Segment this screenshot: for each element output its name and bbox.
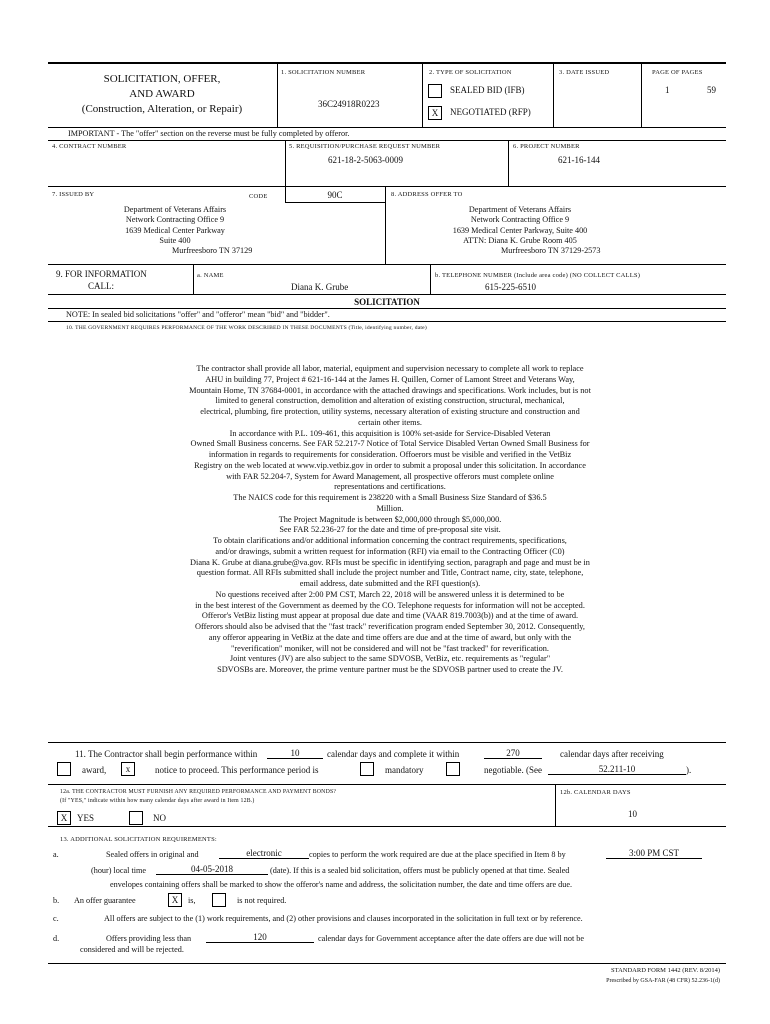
- description-line: The NAICS code for this requirement is 238220 with a Small Business Size Standard of $36.5: [233, 493, 547, 502]
- address-line1: Department of Veterans Affairs: [468, 205, 572, 214]
- contact-name: Diana K. Grube: [291, 282, 349, 292]
- address-line4: ATTN: Diana K. Grube Room 405: [463, 235, 577, 245]
- item-13c-letter: c.: [53, 914, 59, 923]
- form-title-line1: SOLICITATION, OFFER,: [103, 73, 221, 85]
- item-13d-letter: d.: [53, 934, 60, 943]
- description-line: and/or drawings, submit a written request for information (RFI) via email to the Contracting Officer (C0): [215, 546, 565, 556]
- sealed-bid-note: NOTE: In sealed bid solicitations "offer" and "offeror" mean "bid" and "bidder".: [66, 310, 330, 319]
- divider: [277, 62, 278, 128]
- divider: [48, 186, 726, 187]
- item-13b-letter: b.: [53, 896, 60, 905]
- page-number: 1: [665, 85, 670, 95]
- issued-by-line4: Suite 400: [159, 235, 191, 245]
- negotiated-label: NEGOTIATED (RFP): [450, 107, 531, 117]
- form-title-line3: (Construction, Alteration, or Repair): [81, 103, 243, 115]
- begin-days-field[interactable]: 10: [267, 748, 323, 759]
- award-checkbox[interactable]: [57, 762, 71, 776]
- work-description: [150, 364, 630, 676]
- issued-by-line2: Network Contracting Office 9: [125, 215, 225, 225]
- solicitation-heading: SOLICITATION: [354, 297, 420, 307]
- negotiable-label: negotiable. (See: [484, 765, 542, 775]
- divider: [508, 140, 509, 186]
- divider: [422, 62, 423, 128]
- description-line: "reverification" moniker, will not be considered and will not be "fast tracked" for reverification.: [230, 643, 549, 653]
- item-12a-label: 12a. THE CONTRACTOR MUST FURNISH ANY REQUIRED PERFORMANCE AND PAYMENT BONDS?: [60, 789, 337, 795]
- guarantee-is-checkbox[interactable]: X: [168, 893, 182, 907]
- item-11-text-c: calendar days after receiving: [560, 749, 664, 759]
- description-line: The Project Magnitude is between $2,000,000 through $5,000,000.: [278, 514, 502, 524]
- description-line: electrical, plumbing, fire protection, utility systems, necessary alteration of existing structure and construction and: [200, 407, 580, 416]
- description-line: SDVOSBs are. Moreover, the prime venture partner must be the SDVOSB partner used to create the JV.: [217, 665, 563, 674]
- divider: [285, 202, 385, 203]
- divider: [48, 742, 726, 743]
- description-line: Joint ventures (JV) are also subject to the same SDVOSB, VetBiz, etc. requirements as "regular": [229, 654, 551, 664]
- notice-label: notice to proceed. This performance period is: [155, 765, 319, 775]
- divider: [641, 62, 642, 128]
- important-notice: IMPORTANT - The "offer" section on the reverse must be fully completed by offeror.: [68, 129, 350, 138]
- telephone-label: b. TELEPHONE NUMBER (Include area code) (NO COLLECT CALLS): [435, 272, 641, 279]
- description-line: See FAR 52.236-27 for the date and time of pre-proposal site visit.: [279, 525, 501, 535]
- description-line: Mountain Home, TN 37684-0001, in accordance with the attached drawings and specifications. Work includes, but is not: [189, 385, 591, 395]
- issued-by-label: 7. ISSUED BY: [52, 191, 95, 198]
- description-line: in the best interest of the Government as deemed by the CO. Telephone requests for information will not be accepted.: [195, 600, 585, 610]
- solicitation-number-label: 1. SOLICITATION NUMBER: [281, 69, 366, 76]
- prescribed-by: Prescribed by GSA-FAR (48 CFR) 52.236-1(d): [606, 978, 720, 984]
- sealed-bid-checkbox[interactable]: [428, 84, 442, 98]
- bonds-yes-checkbox[interactable]: X: [57, 811, 71, 825]
- mandatory-checkbox[interactable]: [360, 762, 374, 776]
- negotiable-checkbox[interactable]: [446, 762, 460, 776]
- telephone-number: 615-225-6510: [485, 282, 536, 292]
- notice-to-proceed-checkbox[interactable]: x: [121, 762, 135, 776]
- description-line: Offerors should also be advised that the "fast track" reverification program ended September 30, 2012. Consequently,: [195, 622, 585, 631]
- mandatory-label: mandatory: [385, 765, 424, 775]
- item-13d-text3: considered and will be rejected.: [80, 945, 184, 954]
- acceptance-days-field[interactable]: 120: [206, 932, 314, 943]
- description-line: The contractor shall provide all labor, material, equipment and supervision necessary to complete all work to replace: [196, 364, 584, 373]
- item-13-label: 13. ADDITIONAL SOLICITATION REQUIREMENTS:: [60, 836, 217, 843]
- item-11-text-b: calendar days and complete it within: [327, 749, 460, 759]
- divider: [385, 186, 386, 264]
- description-line: To obtain clarifications and/or additional information concerning the contract requirements, specifications,: [213, 536, 567, 545]
- bond-calendar-days: 10: [628, 809, 637, 819]
- divider: [48, 963, 726, 964]
- total-pages: 59: [707, 85, 716, 95]
- description-line: In accordance with P.L. 109-461, this acquisition is 100% set-aside for Service-Disabled Veteran: [229, 428, 551, 438]
- divider: [48, 264, 726, 265]
- divider: [48, 140, 726, 141]
- item-12b-label: 12b. CALENDAR DAYS: [560, 789, 631, 796]
- contract-number-label: 4. CONTRACT NUMBER: [52, 143, 127, 150]
- see-clause-close: ).: [686, 765, 692, 775]
- item-13b-text1: An offer guarantee: [74, 896, 136, 905]
- description-line: any offeror appearing in VetBiz at the date and time offers are due and at the time of award, but only with the: [208, 632, 572, 642]
- code-label: CODE: [249, 193, 268, 200]
- guarantee-not-checkbox[interactable]: [212, 893, 226, 907]
- divider: [48, 784, 726, 785]
- sealed-bid-label: SEALED BID (IFB): [450, 85, 525, 95]
- form-title-line2: AND AWARD: [129, 88, 195, 100]
- negotiated-checkbox[interactable]: X: [428, 106, 442, 120]
- divider: [193, 264, 194, 294]
- description-line: limited to general construction, demolition and alteration of existing construction, structural, mechanical,: [215, 396, 565, 406]
- divider: [48, 294, 726, 295]
- item-12a-sub: (If "YES," indicate within how many calendar days after award in Item 12B.): [60, 798, 255, 804]
- item-13a-text2: copies to perform the work required are due at the place specified in Item 8 by: [309, 850, 566, 859]
- solicitation-type-label: 2. TYPE OF SOLICITATION: [429, 69, 512, 76]
- see-clause-field[interactable]: 52.211-10: [548, 764, 686, 775]
- item-13a-text1: Sealed offers in original and: [106, 850, 199, 859]
- project-number: 621-16-144: [558, 155, 600, 165]
- divider: [430, 264, 431, 294]
- address-line2: Network Contracting Office 9: [470, 215, 570, 225]
- item-13a-text3a: (hour) local time: [91, 866, 147, 875]
- issued-by-line3: 1639 Medical Center Parkway: [125, 225, 225, 235]
- form-number: STANDARD FORM 1442 (REV. 8/2014): [611, 967, 720, 974]
- issued-by-line5: Murfreesboro TN 37129: [172, 246, 253, 255]
- page-of-pages-label: PAGE OF PAGES: [652, 69, 703, 76]
- issuer-code: 90C: [327, 190, 343, 200]
- item-13d-text2: calendar days for Government acceptance after the date offers are due will not be: [318, 934, 585, 943]
- information-label: [56, 268, 147, 292]
- description-line: information in regards to requirements for consideration. Offoerors must be visible and verified in the VetBiz: [208, 450, 572, 459]
- item-13d-text1: Offers providing less than: [106, 934, 192, 943]
- address-offer-to: [420, 205, 620, 246]
- complete-days-field[interactable]: 270: [484, 748, 542, 759]
- divider: [553, 62, 554, 128]
- information-label-line1: 9. FOR INFORMATION: [56, 269, 147, 279]
- bonds-no-label: NO: [153, 813, 166, 823]
- description-line: Diana K. Grube at diana.grube@va.gov. RFIs must be specific in identifying section, paragraph and page and must be in: [190, 557, 590, 567]
- bonds-no-checkbox[interactable]: [129, 811, 143, 825]
- project-number-label: 6. PROJECT NUMBER: [513, 143, 580, 150]
- form-title: [52, 72, 272, 117]
- description-line: certain other items.: [358, 417, 422, 427]
- description-line: No questions received after 2:00 PM CST, March 22, 2018 will be answered unless it is determined to be: [215, 589, 565, 599]
- item-11-text-a: 11. The Contractor shall begin performance within: [75, 749, 258, 759]
- address-offer-label: 8. ADDRESS OFFER TO: [391, 191, 463, 198]
- issued-by-address: [100, 205, 250, 246]
- item-13a-letter: a.: [53, 850, 59, 859]
- bonds-yes-label: YES: [77, 813, 95, 823]
- divider: [48, 321, 726, 322]
- guarantee-is-label: is,: [188, 896, 196, 905]
- due-date-field[interactable]: 04-05-2018: [156, 864, 268, 875]
- top-border: [48, 62, 726, 64]
- description-line: Registry on the web located at www.vip.vetbiz.gov in order to submit a proposal under this solicitation. In accordance: [194, 460, 586, 470]
- divider: [555, 784, 556, 826]
- date-issued-label: 3. DATE ISSUED: [559, 69, 610, 76]
- item-13a-text3b: (date). If this is a sealed bid solicitation, offers must be publicly opened at that time. Sealed: [270, 866, 570, 875]
- divider: [48, 308, 726, 309]
- description-line: Offeror's VetBiz listing must appear at proposal due date and time (VAAR 819.7003(b)) and at the time of award.: [201, 611, 579, 621]
- requisition-number: 621-18-2-5063-0009: [328, 155, 403, 165]
- requisition-label: 5. REQUISITION/PURCHASE REQUEST NUMBER: [289, 143, 441, 150]
- solicitation-number: 36C24918R0223: [318, 99, 380, 109]
- copies-field[interactable]: electronic: [219, 848, 309, 859]
- due-time-field[interactable]: 3:00 PM CST: [606, 848, 702, 859]
- item-13c-text: All offers are subject to the (1) work requirements, and (2) other provisions and clauses incorporated in the solicitation in full text or by reference.: [104, 914, 583, 923]
- description-line: question format. All RFIs submitted shall include the project number and Title, Contract name, city, state, telephone,: [196, 568, 584, 578]
- description-line: representations and certifications.: [334, 482, 446, 492]
- divider: [285, 140, 286, 186]
- description-line: AHU in building 77, Project # 621-16-144 at the James H. Quillen, Corner of Lamont Street and Veterans Way,: [205, 374, 575, 384]
- description-line: Owned Small Business concerns. See FAR 52.217-7 Notice of Total Service Disabled Vertan Owned Small Business for: [190, 439, 590, 449]
- description-line: with FAR 52.204-7, System for Award Management, all prospective offerors must complete online: [226, 471, 554, 481]
- item-10-label: 10. THE GOVERNMENT REQUIRES PERFORMANCE OF THE WORK DESCRIBED IN THESE DOCUMENTS (Title, identifying number, date): [66, 325, 427, 331]
- address-line5: Murfreesboro TN 37129-2573: [501, 246, 601, 255]
- award-label: award,: [82, 765, 107, 775]
- item-13b-text2: is not required.: [237, 896, 287, 905]
- divider: [48, 127, 726, 128]
- name-label: a. NAME: [197, 272, 224, 279]
- address-line3: 1639 Medical Center Parkway, Suite 400: [452, 225, 588, 235]
- information-label-line2: CALL:: [88, 281, 114, 291]
- description-line: email address, date submitted and the RFI question(s).: [299, 579, 481, 588]
- description-line: Million.: [376, 503, 404, 513]
- item-13a-text4: envelopes containing offers shall be marked to show the offeror's name and address, the solicitation number, the date and time offers are due.: [110, 880, 573, 889]
- issued-by-line1: Department of Veterans Affairs: [123, 205, 227, 214]
- divider: [48, 826, 726, 827]
